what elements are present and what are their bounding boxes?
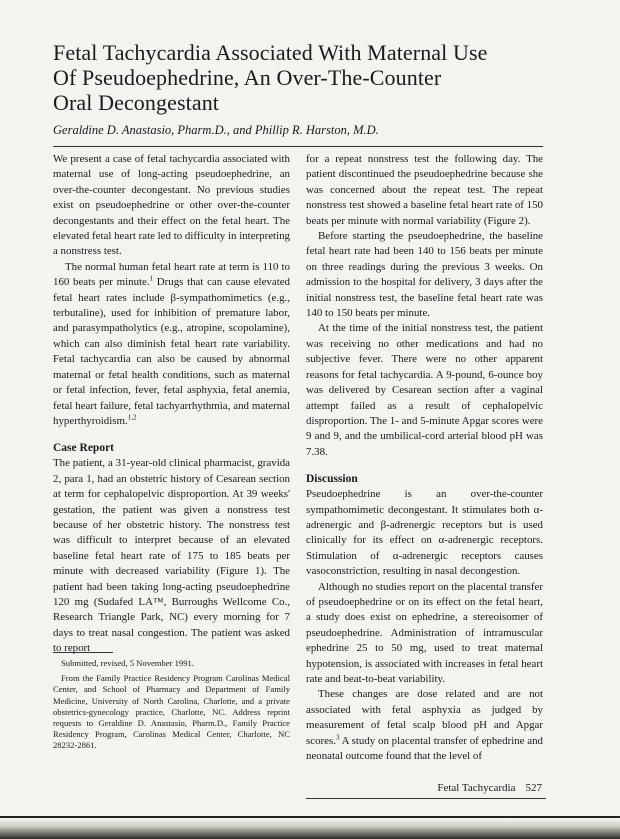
running-footer [437,782,542,794]
case-report-paragraph: The patient, a 31-year-old clinical pharmacist, gravida 2, para 1, had an obstetric history of Cesarean section at term for cephalopelvic disproportion. At 39 weeks' gestation, the patient was given a nonstress test because of her obstetric history. The nonstress test was difficult to interpret because of an elevated baseline fetal heart rate of 175 to 185 beats per minute with decreased variability (Figure 1). The patient had been taking long-acting pseudoephedrine 120 mg (Sudafed LA™, Burroughs Wellcome Co., Research Triangle Park, NC) every morning for 7 days to treat nasal congestion. The patient was asked to report [53,457,290,655]
left-column [53,152,290,657]
normal-rate-text-a: The normal human fetal heart rate at term is 110 to 160 beats per minute. [53,260,290,289]
discussion-paragraph-1: Pseudoephedrine is an over-the-counter sympathomimetic decongestant. It stimulates both α-adrenergic and β-adrenergic receptors but is used clinically for its effect on α-adrenergic receptors. Stimulation of α-adrenergic receptors causes vasoconstriction, resulting in nasal decongestion. [306,488,543,578]
discussion-text-b: A study on placental transfer of ephedrine and neonatal outcome found that the level of [306,734,543,763]
scan-edge-shadow [0,818,620,839]
citation-1-2: 1,2 [127,413,137,422]
discussion-paragraph-2: Although no studies report on the placental transfer of pseudoephedrine or on its effect on the fetal heart, a study does exist on ephedrine, a stereoisomer of pseudoephedrine. Administration of intramuscular ephedrine 25 to 50 mg, used to treat maternal hypotension, is associated with increases in fetal heart rate and beat-to-beat variability. [306,580,543,685]
author-line: Geraldine D. Anastasio, Pharm.D., and Phillip R. Harston, M.D. [53,123,379,137]
discussion-heading: Discussion [306,473,358,486]
right-column [306,152,543,764]
footer-divider [306,798,546,799]
citation-1: 1 [149,274,154,283]
case-report-heading: Case Report [53,442,114,455]
footnote-divider [53,652,113,653]
initial-test-paragraph: At the time of the initial nonstress test, the patient was receiving no other medications and had no subjective fever. There were no other apparent reasons for fetal tachycardia. A 9-pound, 6-ounce boy was delivered by Cesarean section after a vaginal attempt failed as a result of cephalopelvic disproportion. The 1- and 5-minute Apgar scores were 9 and 9, and the umbilical-cord arterial blood pH was 7.38. [306,322,543,458]
intro-paragraph: We present a case of fetal tachycardia associated with maternal use of long-acting pseudoephedrine, an over-the-counter decongestant. No previous studies exist on pseudoephedrine or other over-the-counter decongestants and their effect on the fetal heart. The elevated fetal heart rate led to difficulty in interpreting a nonstress test. [53,153,290,258]
article-title [53,40,593,115]
title-divider [53,146,543,147]
citation-3: 3 [335,733,340,741]
footnote-affiliation: From the Family Practice Residency Program Carolinas Medical Center, and School of Pharmacy and Department of Family Medicine, University of North Carolina, Charlotte, and a private obstetrics-gynecology practice, Charlotte, NC. Address reprint requests to Geraldine D. Anastasio, Pharm.D., Family Practice Residency Program, Carolinas Medical Center, Charlotte, NC 28232-2861. [53,673,290,751]
discussion-paragraph-3 [306,687,543,764]
discussion-text-a: These changes are dose related and are not associated with fetal asphyxia as judged by measurement of fetal scalp blood pH and Apgar scores. [306,688,543,747]
page-number: 527 [525,782,542,794]
title-line-3: Oral Decongestant [53,90,220,115]
title-line-1: Fetal Tachycardia Associated With Maternal Use [53,40,488,65]
running-footer-label: Fetal Tachycardia [437,782,516,794]
title-line-2: Of Pseudoephedrine, An Over-The-Counter [53,65,442,90]
footnote-block [53,658,290,756]
normal-rate-text-b: Drugs that can cause elevated fetal heart rates include β-sympathomimetics (e.g., terbutaline), used for inhibition of premature labor, and parasympatholytics (e.g., atropine, scopolamine), which can also diminish fetal heart rate variability. Fetal tachycardia can also be caused by abnormal maternal or fetal health conditions, such as maternal or fetal infection, fever, fetal asphyxia, fetal anemia, fetal heart failure, fetal tachyarrhythmia, and maternal hyperthyroidism. [53,276,290,427]
normal-rate-paragraph [53,260,290,429]
continued-paragraph: for a repeat nonstress test the following day. The patient discontinued the pseudoephedrine because she was concerned about the repeat test. The repeat nonstress test showed a baseline fetal heart rate of 150 beats per minute with normal variability (Figure 2). [306,153,543,227]
baseline-paragraph: Before starting the pseudoephedrine, the baseline fetal heart rate had been 140 to 156 beats per minute on three readings during the previous 3 weeks. On admission to the hospital for delivery, 3 days after the initial nonstress test, the baseline fetal heart rate was 140 to 150 beats per minute. [306,230,543,320]
footnote-submitted: Submitted, revised, 5 November 1991. [61,658,194,668]
